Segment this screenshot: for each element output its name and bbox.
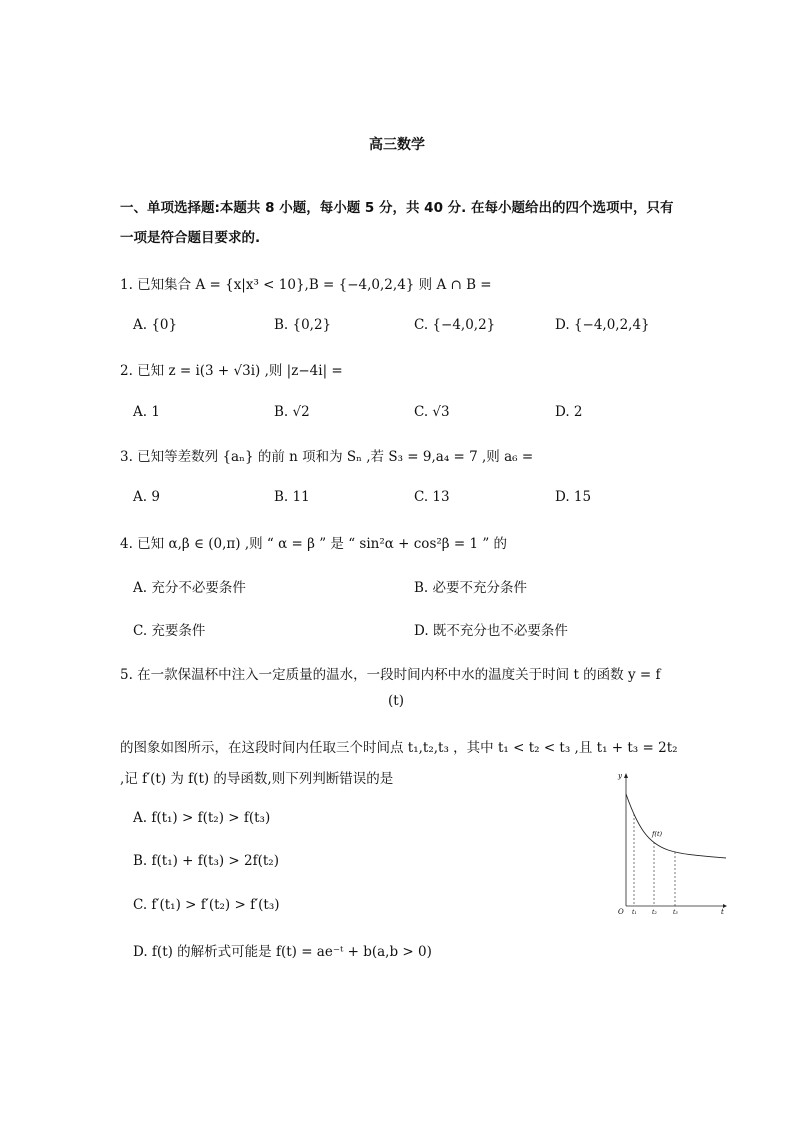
question-2-option-c: C. √3 [414, 404, 450, 420]
question-4-option-d: D. 既不充分也不必要条件 [414, 623, 568, 639]
question-5-stem-line4: ,记 f′(t) 为 f(t) 的导函数,则下列判断错误的是 [120, 771, 394, 787]
origin-label: O [618, 908, 624, 916]
tick-t2: t₂ [652, 909, 657, 916]
tick-t1: t₁ [632, 909, 637, 916]
question-5-stem-line3: 的图象如图所示，在这段时间内任取三个时间点 t₁,t₂,t₃ ，其中 t₁ < t₂ < t₃ ,且 t₁ + t₃ = 2t₂ [120, 740, 678, 756]
question-5-option-c: C. f′(t₁) > f′(t₂) > f′(t₃) [133, 897, 280, 913]
temperature-graph [608, 768, 728, 918]
question-5-option-a: A. f(t₁) > f(t₂) > f(t₃) [133, 810, 271, 826]
page-title: 高三数学 [369, 137, 425, 153]
question-2-option-d: D. 2 [555, 404, 583, 420]
section-heading-line1: 一、单项选择题:本题共 8 小题，每小题 5 分，共 40 分. 在每小题给出的四个选项中，只有 [120, 200, 674, 216]
question-4-option-a: A. 充分不必要条件 [133, 580, 246, 596]
question-1-stem: 1. 已知集合 A = {x|x³ < 10},B = {−4,0,2,4} 则 A ∩ B = [120, 277, 492, 293]
question-5-stem-line2: (t) [388, 693, 404, 709]
question-5-option-d: D. f(t) 的解析式可能是 f(t) = ae⁻ᵗ + b(a,b > 0) [133, 944, 432, 960]
question-1-option-a: A. {0} [133, 317, 178, 333]
decay-curve [626, 794, 726, 858]
question-2-option-a: A. 1 [133, 404, 160, 420]
question-5-option-b: B. f(t₁) + f(t₃) > 2f(t₂) [133, 853, 279, 869]
question-3-option-a: A. 9 [133, 489, 160, 505]
question-2-option-b: B. √2 [274, 404, 310, 420]
question-3-option-c: C. 13 [414, 489, 450, 505]
curve-label: f(t) [652, 830, 663, 838]
question-1-option-b: B. {0,2} [274, 317, 332, 333]
question-3-option-d: D. 15 [555, 489, 592, 505]
question-3-option-b: B. 11 [274, 489, 310, 505]
question-1-option-d: D. {−4,0,2,4} [555, 317, 650, 333]
question-1-option-c: C. {−4,0,2} [414, 317, 496, 333]
section-heading-line2: 一项是符合题目要求的. [120, 230, 261, 246]
x-axis-label: t [721, 908, 724, 916]
question-4-option-b: B. 必要不充分条件 [414, 580, 528, 596]
question-3-stem: 3. 已知等差数列 {aₙ} 的前 n 项和为 Sₙ ,若 S₃ = 9,a₄ = 7 ,则 a₆ = [120, 449, 534, 465]
y-axis-arrow [624, 773, 628, 778]
question-5-stem-line1: 5. 在一款保温杯中注入一定质量的温水，一段时间内杯中水的温度关于时间 t 的函数 y = f [120, 667, 661, 683]
y-axis-label: y [618, 772, 622, 780]
question-2-stem: 2. 已知 z = i(3 + √3i) ,则 |z−4i| = [120, 363, 343, 379]
question-4-option-c: C. 充要条件 [133, 623, 206, 639]
tick-t3: t₃ [673, 909, 678, 916]
question-4-stem: 4. 已知 α,β ∈ (0,π) ,则 “ α = β ” 是 “ sin²α + cos²β = 1 ” 的 [120, 536, 508, 552]
